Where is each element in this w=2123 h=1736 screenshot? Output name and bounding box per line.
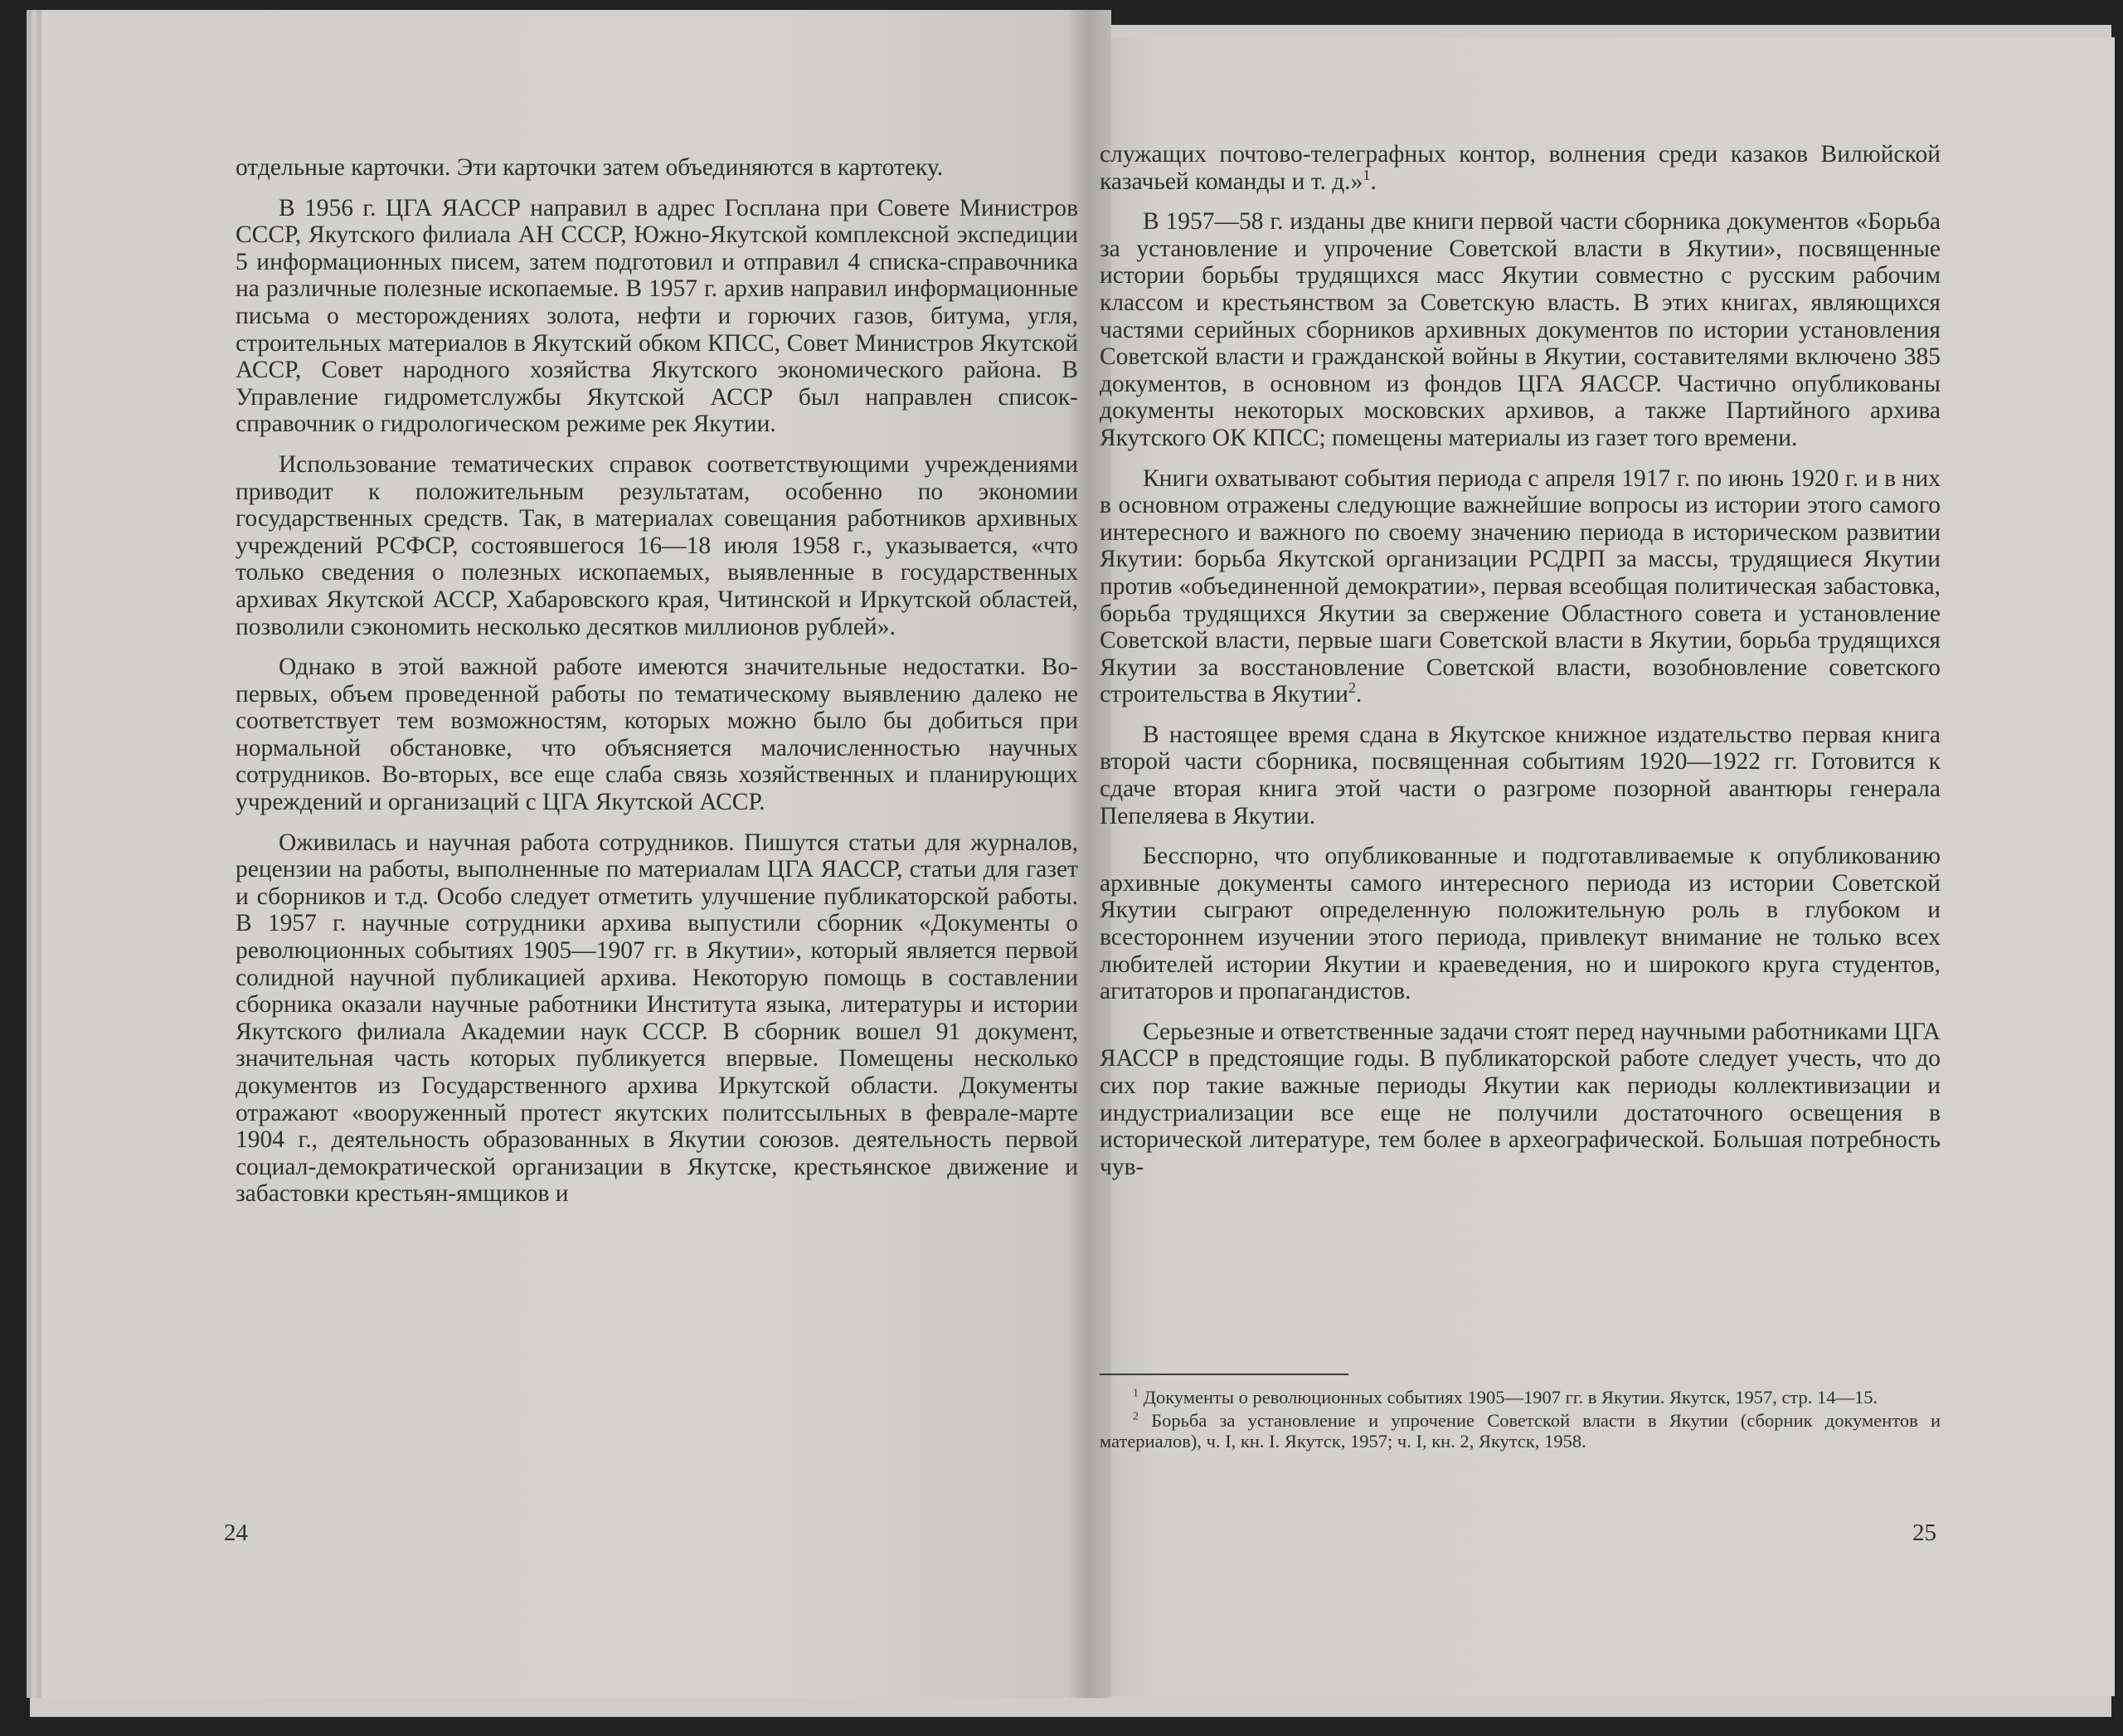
paragraph-text: Книги охватывают события периода с апреля 1917 г. по июнь 1920 г. и в них в основном отражены следующие важнейшие вопросы из истории этого самого интересного и важного по своему значению периода в историческом развитии Якутии: борьба Якутской организации РСДРП за массы, трудящиеся Якутии против «объединенной демократии», первая всеобщая политическая забастовка, борьба трудящихся Якутии за свержение Областного совета и установление Советской власти, первые шаги Советской власти в Якутии, борьба трудящихся Якутии за восстановление Советской власти, возобновление советского строительства в Якутии (1100, 464, 1941, 708)
page-number-left: 24 (224, 1520, 248, 1546)
paragraph: В настоящее время сдана в Якутское книжное издательство первая книга второй части сборника, посвященная событиям 1920—1922 гг. Готовится к сдаче вторая книга этой части о разгроме позорной авантюры генерала Пепеляева в Якутии. (1100, 721, 1941, 829)
right-page-text (1100, 141, 1941, 1194)
footnote-ref: 2 (1348, 679, 1357, 697)
footnote-divider (1100, 1374, 1348, 1375)
footnote-ref: 1 (1363, 166, 1371, 183)
footnote-text: Борьба за установление и упрочение Советской власти в Якутии (сборник документов и материалов), ч. I, кн. I. Якутск, 1957; ч. I, кн. 2, Якутск, 1958. (1100, 1409, 1941, 1452)
footnote-text: Документы о революционных событиях 1905—1907 гг. в Якутии. Якутск, 1957, стр. 14—15. (1143, 1387, 1878, 1408)
paragraph: Серьезные и ответственные задачи стоят перед научными работниками ЦГА ЯАССР в предстоящие годы. В публикаторской работе следует учесть, что до сих пор такие важные периоды Якутии как периоды коллективизации и индустриализации все еще не получили достаточного освещения в исторической литературе, тем более в археографической. Большая потребность чув- (1100, 1018, 1941, 1180)
footnote (1100, 1410, 1941, 1452)
paragraph: Использование тематических справок соответствующими учреждениями приводит к положительным результатам, особенно по экономии государственных средств. Так, в материалах совещания работников архивных учреждений РСФСР, состоявшегося 16—18 июля 1958 г., указывается, «что только сведения о полезных ископаемых, выявленные в государственных архивах Якутской АССР, Хабаровского края, Читинской и Иркутской областей, позволили сэкономить несколько десятков миллионов рублей». (236, 450, 1078, 640)
paragraph: отдельные карточки. Эти карточки затем объединяются в картотеку. (236, 154, 944, 181)
paragraph: Бесспорно, что опубликованные и подготавливаемые к опубликованию архивные документы самого интересного периода из истории Советской Якутии сыграют определенную положительную роль в глубоком и всестороннем изучении этого периода, привлекут внимание не только всех любителей истории Якутии и краеведения, но и широкого круга студентов, агитаторов и пропагандистов. (1100, 843, 1941, 1005)
paragraph: Оживилась и научная работа сотрудников. Пишутся статьи для журналов, рецензии на работы, выполненные по материалам ЦГА ЯАССР, статьи для газет и сборников и т.д. Особо следует отметить улучшение публикаторской работы. В 1957 г. научные сотрудники архива выпустили сборник «Документы о революционных событиях 1905—1907 гг. в Якутии», который является первой солидной научной публикацией архива. Некоторую помощь в составлении сборника оказали научные работники Института языка, литературы и истории Якутского филиала Академии наук СССР. В сборник вошел 91 документ, значительная часть которых публикуется впервые. Помещены несколько документов из Государственного архива Иркутской области. Документы отражают «вооруженный протест якутских политссыльных в феврале-марте 1904 г., деятельность образованных в Якутии союзов. деятельность первой социал-демократической организации в Якутске, крестьянское движение и забастовки крестьян-ямщиков и (236, 829, 1078, 1208)
paragraph: служащих почтово-телеграфных контор, волнения среди казаков Вилюйской казачьей команды и т. д.»$^1$. (1100, 141, 1941, 195)
footnotes (1100, 1387, 1941, 1454)
footnote (1100, 1387, 1941, 1408)
left-page-text (236, 154, 1078, 1221)
paragraph: В 1957—58 г. изданы две книги первой части сборника документов «Борьба за установление и упрочение Советской власти в Якутии», посвященные истории борьбы трудящихся масс Якутии совместно с русским рабочим классом и крестьянством за Советскую власть. В этих книгах, являющихся частями серийных сборников архивных документов по истории установления Советской власти и гражданской войны в Якутии, составителями включено 385 документов, в основном из фондов ЦГА ЯАССР. Частично опубликованы документы некоторых московских архивов, а также Партийного архива Якутского ОК КПСС; помещены материалы из газет того времени. (1100, 208, 1941, 451)
paragraph: Однако в этой важной работе имеются значительные недостатки. Во-первых, объем проведенной работы по тематическому выявлению далеко не соответствует тем возможностям, которых можно было бы добиться при нормальной обстановке, что объясняется малочисленностью научных сотрудников. Во-вторых, все еще слаба связь хозяйственных и планирующих учреждений и организаций с ЦГА Якутской АССР. (236, 654, 1078, 816)
paragraph-text: служащих почтово-телеграфных контор, волнения среди казаков Вилюйской казачьей команды и т. д.» (1100, 141, 1941, 195)
paragraph: Книги охватывают события периода с апреля 1917 г. по июнь 1920 г. и в них в основном отражены следующие важнейшие вопросы из истории этого самого интересного и важного по своему значению периода в историческом развитии Якутии: борьба Якутской организации РСДРП за массы, трудящиеся Якутии против «объединенной демократии», первая всеобщая политическая забастовка, борьба трудящихся Якутии за свержение Областного совета и установление Советской власти, первые шаги Советской власти в Якутии, борьба трудящихся Якутии за восстановление Советской власти, возобновление советского строительства в Якутии$^2$. (1100, 464, 1941, 708)
page-number-right: 25 (1912, 1520, 1936, 1546)
footnote-mark: 1 (1133, 1387, 1139, 1400)
footnote-mark: 2 (1133, 1410, 1139, 1422)
paragraph: В 1956 г. ЦГА ЯАССР направил в адрес Госплана при Совете Министров СССР, Якутского филиала АН СССР, Южно-Якутской комплексной экспедиции 5 информационных писем, затем подготовил и отправил 4 списка-справочника на различные полезные ископаемые. В 1957 г. архив направил информационные письма о месторождениях золота, нефти и горючих газов, битума, угля, строительных материалов в Якутский обком КПСС, Совет Министров Якутской АССР, Совет народного хозяйства Якутского экономического района. В Управление гидрометслужбы Якутской АССР был направлен список-справочник о гидрологическом режиме рек Якутии. (236, 194, 1078, 438)
